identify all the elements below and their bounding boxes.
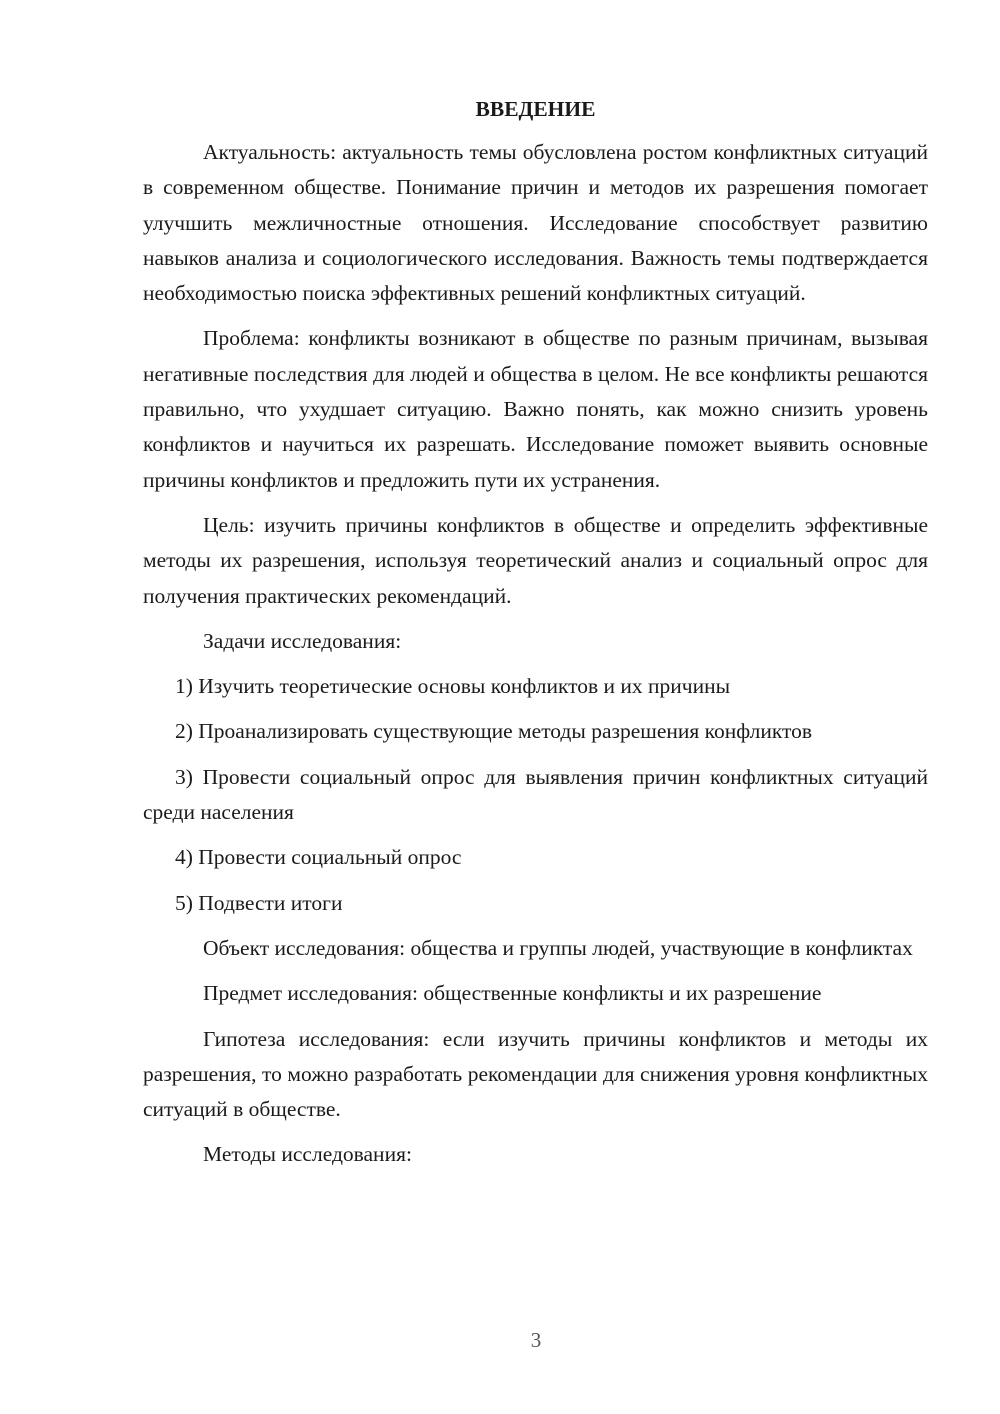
- hypothesis-paragraph: Гипотеза исследования: если изучить причины конфликтов и методы их разрешения, то можно разработать рекомендации для снижения уровня конфликтных ситуаций в обществе.: [143, 1026, 928, 1122]
- tasks-title: Задачи исследования:: [203, 628, 402, 653]
- document-page: [143, 92, 928, 1183]
- goal-paragraph: Цель: изучить причины конфликтов в обществе и определить эффективные методы их разрешения, используя теоретический анализ и социальный опрос для получения практических рекомендаций.: [143, 512, 928, 608]
- problem-paragraph: Проблема: конфликты возникают в обществе по разным причинам, вызывая негативные последствия для людей и общества в целом. Не все конфликты решаются правильно, что ухудшает ситуацию. Важно понять, как можно снизить уровень конфликтов и научиться их разрешать. Исследование поможет выявить основные причины конфликтов и предложить пути их устранения.: [143, 326, 928, 492]
- task-item-2: 2) Проанализировать существующие методы разрешения конфликтов: [175, 719, 813, 744]
- relevance-paragraph: Актуальность: актуальность темы обусловлена ростом конфликтных ситуаций в современном обществе. Понимание причин и методов их разрешения помогает улучшить межличностные отношения. Исследование способствует развитию навыков анализа и социологического исследования. Важность темы подтверждается необходимостью поиска эффективных решений конфликтных ситуаций.: [143, 140, 928, 306]
- object-paragraph: Объект исследования: общества и группы людей, участвующие в конфликтах: [203, 935, 913, 960]
- methods-title: Методы исследования:: [203, 1142, 412, 1167]
- task-item-3: 3) Провести социальный опрос для выявления причин конфликтных ситуаций среди населения: [143, 764, 928, 825]
- task-item-4: 4) Провести социальный опрос: [175, 845, 462, 870]
- section-heading: ВВЕДЕНИЕ: [475, 97, 596, 121]
- task-item-5: 5) Подвести итоги: [175, 890, 343, 915]
- subject-paragraph: Предмет исследования: общественные конфликты и их разрешение: [203, 981, 822, 1006]
- page-number: 3: [530, 1328, 542, 1352]
- task-item-1: 1) Изучить теоретические основы конфликтов и их причины: [175, 674, 731, 699]
